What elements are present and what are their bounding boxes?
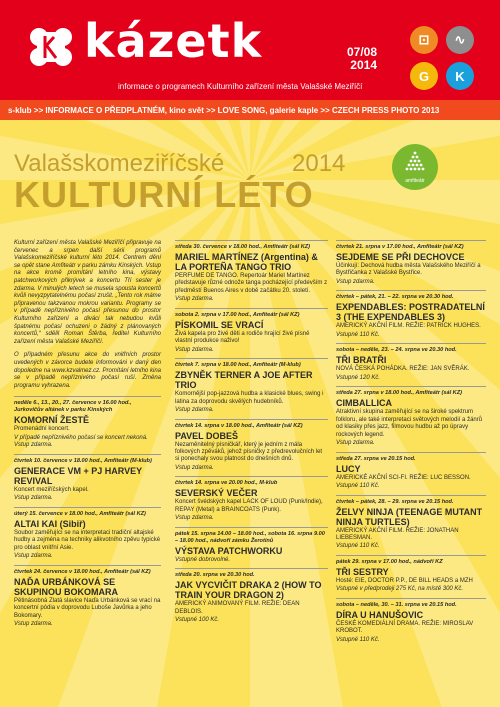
event-title: SEVERSKÝ VEČER [175,488,258,499]
event-admission: Vstup zdarma. [175,296,214,303]
event-date: čtvrtek 14. srpna v 18.00 hod., Amfiteátr (sál KZ) [175,422,303,429]
event-title: ZBYNĚK TERNER A JOE AFTER TRIO [175,370,313,391]
event-description: Živá kapela pro živé děti a rodiče hrající živé písně vlastní produkce naživo! [175,330,310,345]
amfiteatr-dot [418,168,421,171]
event-title: TŘI BRATŘI [336,355,387,366]
event-title: SEJDEME SE PŘI DECHOVCE [336,252,465,262]
event-description: Účinkují: Dechová hudba města Valašského Meziříčí a Bystřičanka z Valašské Bystřice. [336,263,481,277]
amfiteatr-dot [414,168,417,171]
event-admission: Vstup zdarma. [14,553,53,560]
event-date: čtvrtek 24. července v 18.00 hod., Amfiteátr (sál KZ) [14,568,151,575]
event-description: Nezaměnitelný písničkář, který je jedním z mála folkových zpěváků, jehož písničky z předrevolučních let si ponechaly svou platnost do dnešních dnů. [175,441,323,463]
event-date: pátek 29. srpna v 17.00 hod., nádvoří KZ [336,559,443,566]
event-title: TŘI SESTRY [336,567,389,578]
amfiteatr-dot [408,164,411,167]
event-title: KOMORNÍ ŽESTĚ [14,415,90,426]
event-admission: Vstup zdarma. [14,495,53,502]
event-date: neděle 6., 13., 20., 27. července v 16.00 hod., Jurkovičův altánek v parku Kinských [14,400,132,414]
event-description: AMERICKÉ AKČNÍ SCI-FI. REŽIE: LUC BESSON. [336,474,471,481]
event-admission: Vstup zdarma. [175,464,214,471]
issue-year: 2014 [350,58,377,72]
event-date: čtvrtek 14. srpna ve 20.00 hod., M-klub [175,480,278,487]
amfiteatr-dot [410,160,413,163]
event-item [175,358,328,414]
top-news-bar[interactable]: s-klub >> INFORMACE O PŘEDPLATNÉM, kino svět >> LOVE SONG, galerie kaple >> CZECH PRESS PHOTO 2013 [0,100,500,120]
event-admission: Vstupné v předprodeji 275 Kč, na místě 300 Kč. [336,586,464,593]
event-date: sobota 2. srpna v 17.00 hod., Amfiteátr (sál KZ) [175,311,300,318]
event-admission: Vstupné 120 Kč. [336,374,381,381]
event-item [336,495,486,551]
event-date: středa 27. srpna v 18.00 hod., Amfiteátr (sál KZ) [336,390,463,397]
amfiteatr-label: amfiteátr [405,178,425,184]
column-3 [336,240,486,648]
event-description: ČESKÉ KOMEDIÁLNÍ DRAMA. REŽIE: MIROSLAV KROBOT. [336,621,474,635]
event-admission: Vstup zdarma. [336,440,375,447]
amfiteatr-dot [414,152,417,155]
event-item [336,386,486,447]
event-title: PÍSKOMIL SE VRACÍ [175,319,264,330]
event-date: sobota – neděle, 30. – 31. srpna ve 20.15 hod. [336,602,457,609]
amfiteatr-logo-icon [392,144,438,190]
pulse-icon[interactable]: ∿ [446,26,474,54]
event-date: úterý 15. července v 18.00 hod., Amfiteátr (sál KZ) [14,510,146,517]
intro-note: O případném přesunu akce do vnitřních prostor uvedených v závorce budete informováni v daný den dopoledne na www.kzvalmez.cz. Promítání letního kina se v případě nepříznivého počasí ruší. Změna programu vyhrazena. [14,352,161,389]
event-description: Koncert švédských kapel LACK OF LOUD (Punk/Indie), REPAY (Metal) a BRAINCOATS (Punk). [175,499,323,513]
intro-text: Kulturní zařízení města Valašské Meziříčí připravuje na červenec a srpen další sérii programů Valašskomeziříčské kulturní léto 2014. Centrem dění se opět stane Amfiteátr v parku zámku Kinských. Vstup na akce kromě promítání letního kina, výstavy patchworkových přikrývek a koncertu Tří sester je zdarma. V minulých letech se musela spousta koncertů kvůli nevyzpytatelnému počasí zrušit. „Tento rok máme připravenou takzvanou mokrou variantu. Programy se v případě nepříznivého počasí přesunou do prostor Kulturního zařízení a diváci tak nebudou kvůli špatnému počasí ochuzeni o žádný z plánovaných koncertů,“ sdělil Roman Štěrba, ředitel Kulturního zařízení města Valašské Meziříčí. [14,240,161,345]
event-item [175,476,328,522]
event-admission: Vstupné 110 Kč. [336,543,380,550]
museum-icon[interactable]: K [446,62,474,90]
event-item [175,527,328,565]
event-description: Hosté: EIE, DOCTOR P.P., DE BILL HEADS a MZH [336,578,473,585]
event-item [336,598,486,644]
event-date: čtvrtek 7. srpna v 18.00 hod., Amfiteátr (M-klub) [175,362,301,369]
amfiteatr-dot [406,168,409,171]
event-admission: Vstupné 110 Kč. [336,483,380,490]
events-list-2 [175,240,328,625]
event-title: PAVEL DOBEŠ [175,430,239,441]
event-description: Pětinásobná Zlatá slavice Naďa Urbánková se vrací na koncertní pódia v doprovodu Luboše Javůrka a jeho Bokomary. [14,597,161,619]
event-title: MARIEL MARTÍNEZ (Argentina) & LA PORTEÑA TANGO TRIO [175,252,318,272]
event-admission: Vstupné 100 Kč. [175,617,220,624]
column-2 [175,240,328,629]
event-item [14,396,161,450]
event-admission: Vstup zdarma. [336,278,375,285]
event-title: LUCY [336,463,361,474]
issue-number [337,46,377,72]
event-item [336,240,486,286]
event-date: středa 20. srpna ve 20.30 hod. [175,572,255,579]
event-date: čtvrtek – pátek, 28. – 29. srpna ve 20.15 hod. [336,498,454,505]
event-item [14,507,161,561]
event-title: CIMBALLICA [336,398,392,409]
event-date: pátek 15. srpna 14.00 – 18.00 hod., sobota 16. srpna 9.00 – 18.00 hod., nádvoří zámku Žerotínů [175,530,325,544]
event-description: AMERICKÝ AKČNÍ FILM. REŽIE: JONATHAN LIEBESMAN. [336,527,459,542]
event-date: čtvrtek 21. srpna v 17.00 hod., Amfiteátr (sál KZ) [336,244,464,250]
amfiteatr-dot [416,164,419,167]
event-title: GENERACE VM + PJ HARVEY REVIVAL [14,465,142,486]
event-item [175,568,328,624]
event-description: Komornější pop-jazzová hudba a klasické blues, swing i latina za doprovodu skvělých hudebníků. [175,391,324,405]
theatre-icon[interactable]: ⊡ [410,26,438,54]
event-description: AMERICKÝ ANIMOVANÝ FILM. REŽIE: DEAN DEBLOIS. [175,601,300,615]
event-title: EXPENDABLES: POSTRADATELNÍ 3 (THE EXPENDABLES 3) [336,302,485,323]
amfiteatr-dot [412,156,415,159]
event-title: ALTAI KAI (Sibiř) [14,518,86,529]
event-item [175,308,328,354]
event-item [175,240,328,304]
amfiteatr-dot [416,156,419,159]
hero-title-big: KULTURNÍ LÉTO [14,174,314,215]
event-date: středa 30. července v 18.00 hod., Amfiteátr (sál KZ) [175,244,311,250]
event-item [14,565,161,629]
event-admission: Vstup zdarma. [14,620,53,627]
event-admission: V případě nepříznivého počasí se koncert nekoná. Vstup zdarma. [14,434,148,449]
brand-title: kázetk [84,14,263,68]
event-description: Soubor zaměřující se na interpretaci tradiční altajské hudby a zejména na techniky alikvotního zpěvu typické pro oblast vnitřní Asie. [14,529,161,551]
event-admission: Vstupné 110 Kč. [336,331,380,338]
event-date: sobota – neděle, 23. – 24. srpna ve 20.30 hod. [336,347,457,354]
event-description: NOVÁ ČESKÁ POHÁDKA. REŽIE: JAN SVĚRÁK. [336,366,470,373]
amfiteatr-dot [414,160,417,163]
event-item [175,419,328,473]
events-list-1 [14,396,161,628]
event-date: čtvrtek 10. července v 18.00 hod., Amfiteátr (M-klub) [14,457,152,464]
event-item [14,454,161,503]
event-admission: Vstup zdarma. [175,515,214,522]
column-1 [14,240,161,633]
event-description: Promenádní koncert. [14,426,70,433]
event-admission: Vstup zdarma. [175,407,214,414]
amfiteatr-dot [410,168,413,171]
event-title: ŽELVY NINJA (TEENAGE MUTANT NINJA TURTLES) [336,506,483,527]
event-item [336,290,486,339]
event-title: DÍRA U HANUŠOVIC [336,610,424,621]
venue-icons [410,26,476,92]
events-list-3 [336,240,486,644]
amfiteatr-dot [420,164,423,167]
gallery-icon[interactable]: G [410,62,438,90]
amfiteatr-dot [418,160,421,163]
event-description: PERFUME DE TANGO. Repertoár Mariel Martínez představuje různé odnože tanga pocházející především z předměstí Buenos Aires v době začátku 20. století. [175,273,328,294]
tagline: informace o programech Kulturního zařízení města Valašské Meziříčí [118,82,363,91]
issue-months: 07/08 [346,45,377,59]
event-title: VÝSTAVA PATCHWORKU [175,545,283,556]
amfiteatr-dot [412,164,415,167]
header [0,0,500,100]
event-item [336,555,486,594]
event-item [336,343,486,382]
event-item [336,452,486,491]
amfiteatr-dot [422,168,425,171]
event-description: Koncert meziříčských kapel. [14,486,89,493]
event-admission: Vstupné 110 Kč. [336,636,380,643]
event-date: středa 27. srpna ve 20.15 hod. [336,455,416,462]
event-description: AMERICKÝ AKČNÍ FILM. REŽIE: PATRICK HUGHES. [336,323,481,330]
hero-title-small: Valašskomeziříčské [14,150,225,177]
event-date: čtvrtek – pátek, 21. – 22. srpna ve 20.30 hod. [336,294,454,301]
event-title: JAK VYCVIČIT DRAKA 2 (HOW TO TRAIN YOUR DRAGON 2) [175,580,322,601]
event-title: NAĎA URBÁNKOVÁ SE SKUPINOU BOKOMARA [14,576,119,597]
event-admission: Vstup zdarma. [175,346,214,353]
logo-k-icon [28,26,74,68]
hero-year: 2014 [292,150,346,177]
event-admission: Vstupné dobrovolné. [175,556,231,563]
event-description: Atraktivní skupina zaměřující se na široké spektrum folkloru, ale také interpretaci světových melodií a žánrů od klasiky přes jazz, filmovou hudbu až po úpravy rockových legend. [336,409,483,438]
